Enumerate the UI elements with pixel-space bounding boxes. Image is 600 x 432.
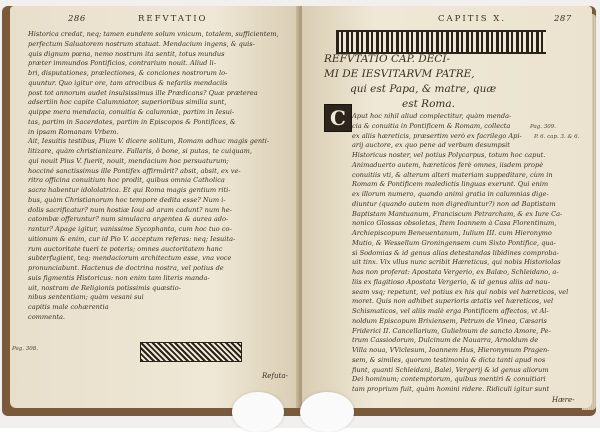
text-line: fiunt, quanti Schleidani, Balei, Vergerij & id genus aliorum <box>352 365 549 374</box>
text-line: uit, nostram de Religionis potissimis quæstio- <box>28 283 181 292</box>
headpiece-ornament <box>336 30 546 54</box>
text-line: rantur? Apage igitur, vanissime Sycophanta, cum hoc tuo co- <box>28 225 232 233</box>
text-line: bri, disputationes, prælectiones, & conciones nostrorum lo- <box>28 69 228 77</box>
text-line: liis ex flagitioso Apostata Vergerio, & id genus aliis ad nau- <box>352 277 550 286</box>
text-line: Romam & Pontificem maledictis linguas exerunt. Qui enim <box>352 180 549 189</box>
text-line: quuntur. Quo igitur ore, tam atrocibus & nefariis mendaciis <box>28 78 228 87</box>
decorated-initial: C <box>324 104 352 132</box>
right-body-text <box>352 112 568 395</box>
right-catchword: Hære- <box>552 396 575 404</box>
text-line: pronunciabunt. Hactenus de doctrina nostra, vel potius de <box>28 264 224 272</box>
text-line: sem, & similes, quorum testimonia & dicta tanti apud nos <box>352 355 546 364</box>
text-line: Baptistam Mantuanum, Franciscum Petrarcham, & ex Iure Ca- <box>352 209 563 218</box>
text-line: hocciné sanctissimus ille Pontifex affirmârit? absit, absit, ex ve- <box>28 166 241 175</box>
text-line: Ait, Iesuitis testibus, Pium V. dicere solitum, Romam adhuc magis genti- <box>28 137 270 146</box>
text-line: uitionum & enim, cur id Pio V. acceptum referas: neq; Iesuita- <box>28 234 236 243</box>
text-line: ex aliis hæreticis, præsertim verò ex facrilego Api- <box>352 131 522 140</box>
tailpiece-ornament <box>140 342 242 362</box>
glove-right <box>300 392 354 432</box>
left-body-text <box>28 30 279 323</box>
chapter-title-line-3: qui est Papa, & matre, quæ <box>350 83 497 95</box>
text-line: in ipsam Romanam Vrbem. <box>28 127 119 136</box>
left-margin-note: Pag. 308. <box>12 346 38 352</box>
text-line: Dei hominum; contemptorum, quibus mentiri & conuitiari <box>352 375 546 384</box>
text-line: tas, partim in Sacerdotes, partim in Episcopos & Pontifices, & <box>28 117 236 126</box>
text-line: adsertiin hoc capite Calumniator, superioribus similia sunt, <box>28 98 227 107</box>
text-line: catombæ offeruntur? num simulacra argentea & aurea ado- <box>28 215 229 224</box>
text-line: commenta. <box>28 312 65 321</box>
text-line: quis dignum pœna, nemo nostrum ita sentit, totus mundus <box>28 49 225 58</box>
left-running-head: REFVTATIO <box>138 14 208 24</box>
text-line: cia & conuitia in Pontificem & Romam, collecta <box>352 121 511 130</box>
chapter-title-line-2: MI DE IESVITARVM PATRE, <box>324 68 475 80</box>
text-line: moret. Quis non adhibet superioris ætatis vel hæreticos, vel <box>352 297 554 306</box>
left-catchword: Refuta- <box>262 372 288 380</box>
text-line: Aput hoc nihil aliud complectitur, quàm menda- <box>352 112 512 120</box>
text-line: Villa noua, VViclesum, Ioannem Hus, Hieronymum Pragen- <box>352 346 550 354</box>
text-line: trum Cassiodorum, Dulcinum de Nauarra, Arnoldum de <box>352 336 539 345</box>
text-line: capitis male cohærentia <box>28 303 109 311</box>
right-running-head: CAPITIS X. <box>438 14 507 24</box>
right-page <box>302 6 592 408</box>
text-line: nonico Glossas obsoletas, Item Ioannem à Casa Florentinum, <box>352 219 557 228</box>
text-line: Friderici II. Cancellarium, Gulielmum de sancto Amore, Pe- <box>352 326 551 335</box>
text-line: noldum Episcopum Brixiensem, Petrum de Vinea, Cæsaris <box>352 316 547 325</box>
chapter-title-line-4: est Roma. <box>402 98 455 110</box>
text-line: diuntur (quando autem non digrediuntur?) non ad Baptistam <box>352 199 556 208</box>
text-line: Schismaticos, vel aliis malè erga Pontificem affectos, vt Al- <box>352 307 549 315</box>
text-line: Historica credat, neq; tamen eundem solum vnicum, totalem, sufficientem, <box>28 30 279 38</box>
text-line: subterfugient, teq; mendaciorum architectum esse, vna voce <box>28 254 232 263</box>
text-line: seam vsq; repetunt, vel potius ex his qui nobis vel hæreticos, vel <box>352 287 569 296</box>
right-page-number: 287 <box>554 14 572 24</box>
text-line: ritra officina conuitium hoc prodit, quibus omnia Catholica <box>28 176 225 185</box>
text-line: si Sodomias & id genus alias detestandas libidines comproba- <box>352 248 559 257</box>
text-line: quippe mera mendacia, conuitia & calumniæ, partim in Iesui- <box>28 108 235 116</box>
text-line: dolis sacrificatur? num hostiæ Ioui ad aram cadunt? num he- <box>28 205 232 214</box>
text-line: has non proferat: Apostata Vergerio, ex Balæo, Schleidano, a- <box>352 268 559 276</box>
text-line: suis figmentis Historicus: non enim tam literis manda- <box>28 273 210 282</box>
right-margin-note-2: P. 6. cap. 3. & 6. <box>534 134 580 140</box>
text-line: ex illorum numero, quando animi gratia in calumnias dige- <box>352 190 549 198</box>
text-line: rum auctoritate tueri te poteris; omnes auctoritatem hanc <box>28 244 223 253</box>
text-line: præter immundos Pontificios, contrarium nouit. Aliud li- <box>28 59 216 68</box>
text-line: tam proprium fuit, quàm homini ridere. Ridiculi igitur sunt <box>352 385 550 393</box>
left-page-number: 286 <box>68 14 86 24</box>
text-line: arij auctore, ex quo pene ad verbum desumpsit <box>352 141 510 150</box>
text-line: litizare, quàm christianizare. Fallaris, ô bone, si putas, te cuiquam, <box>28 147 252 155</box>
text-line: nibus sententiam; quàm vesani sui <box>28 293 144 302</box>
glove-left <box>232 392 284 432</box>
text-line: uit tinx. Vix vllus nunc scribit Hæreticus, qui nobis Historiolas <box>352 258 561 267</box>
text-line: sacra habentur idololatrica. Et qui Roma magis gentium riti- <box>28 186 231 194</box>
chapter-title-line-1: REFVTATIO CAP. DECI- <box>324 53 451 65</box>
text-line: Mutio, & Wessellum Groningensem cum Sixto Pontifice, qua- <box>352 238 556 247</box>
left-page <box>10 6 300 408</box>
text-line: qui nouit Pius V. fuerit, nouit, mendacium hoc persuaturum; <box>28 156 229 165</box>
text-line: bus, quàm Christianorum hoc tempore dedita esse? Num i- <box>28 195 226 204</box>
text-line: post tot annorum audet insulsissimus ille Prædicans? Quæ præterea <box>28 88 258 97</box>
right-margin-note-1: Pag. 309. <box>530 124 556 130</box>
text-line: Historicus noster, vel potius Polycarpus, totum hoc caput. <box>352 151 546 159</box>
text-line: Archiepiscopum Beneuentanum, Iulium III. cum Hieronymo <box>352 229 552 237</box>
text-line: conuitiis vti, & alterum alteri materiam suppeditare, cùm in <box>352 170 553 179</box>
text-line: Animaduerto autem, hæreticos ferè omnes, iisdem propè <box>352 160 544 169</box>
text-line: perfectum Saluatorem nostrum statuat. Mendacium ingens, & quis- <box>28 39 255 48</box>
